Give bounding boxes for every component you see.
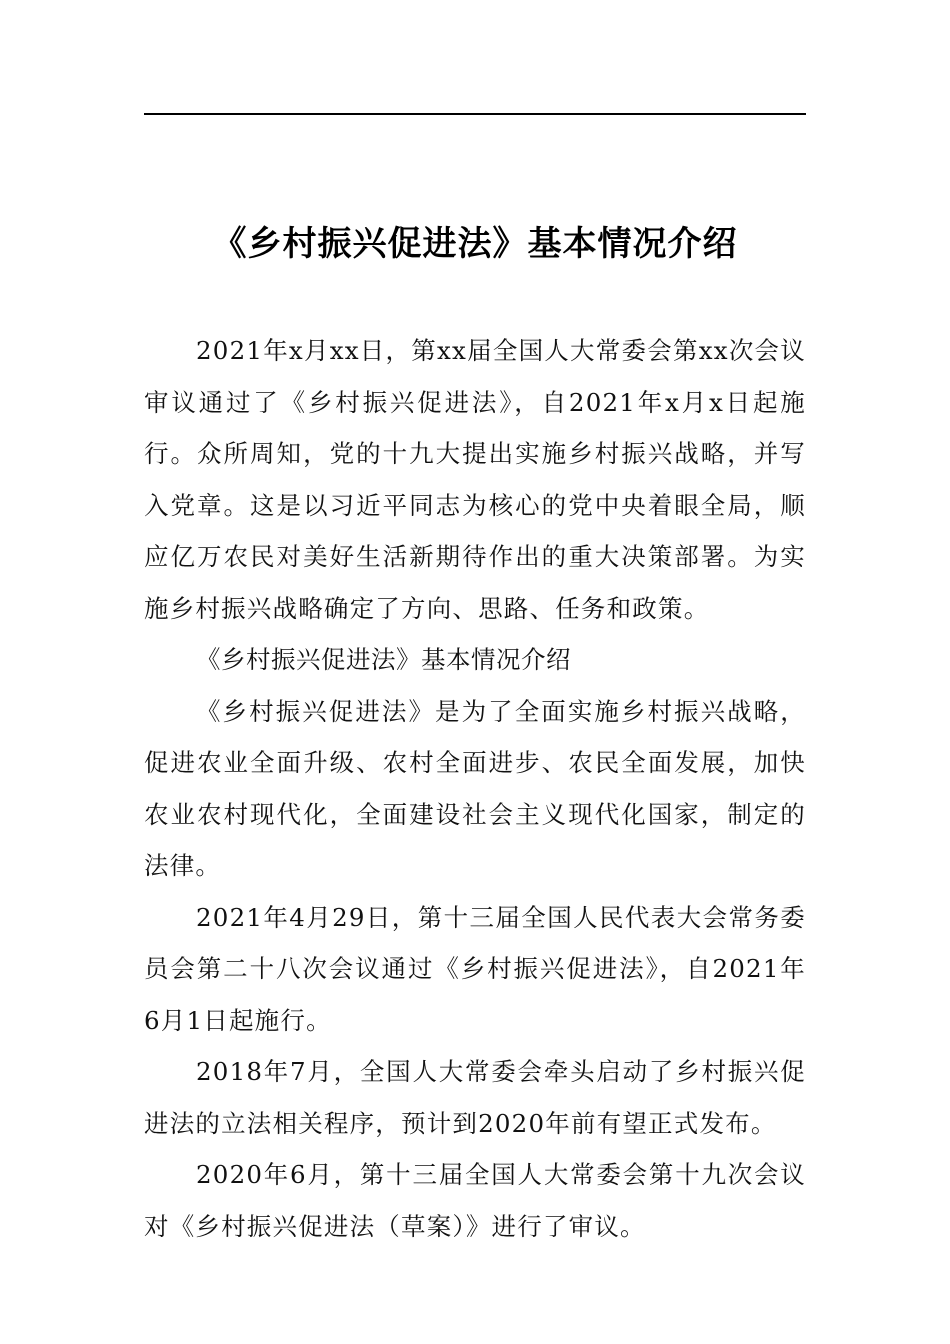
paragraph-3: 《乡村振兴促进法》是为了全面实施乡村振兴战略，促进农业全面升级、农村全面进步、农民全面发展，加快农业农村现代化，全面建设社会主义现代化国家，制定的法律。 xyxy=(144,696,806,880)
paragraph-5: 2018年7月，全国人大常委会牵头启动了乡村振兴促进法的立法相关程序，预计到2020年前有望正式发布。 xyxy=(144,1057,806,1138)
paragraph-4: 2021年4月29日，第十三届全国人民代表大会常务委员会第二十八次会议通过《乡村振兴促进法》，自2021年6月1日起施行。 xyxy=(144,902,806,1035)
header-rule xyxy=(144,113,806,115)
paragraph-6: 2020年6月，第十三届全国人大常委会第十九次会议对《乡村振兴促进法（草案）》进行了审议。 xyxy=(144,1160,806,1241)
document-title: 《乡村振兴促进法》基本情况介绍 xyxy=(212,224,738,264)
paragraph-1: 2021年x月xx日，第xx届全国人大常委会第xx次会议审议通过了《乡村振兴促进法》，自2021年x月x日起施行。众所周知，党的十九大提出实施乡村振兴战略，并写入党章。这是以习近平同志为核心的党中央着眼全局，顺应亿万农民对美好生活新期待作出的重大决策部署。为实施乡村振兴战略确定了方向、思路、任务和政策。 xyxy=(144,336,806,623)
document-body xyxy=(144,325,806,1252)
paragraph-2-subheading: 《乡村振兴促进法》基本情况介绍 xyxy=(196,645,571,674)
